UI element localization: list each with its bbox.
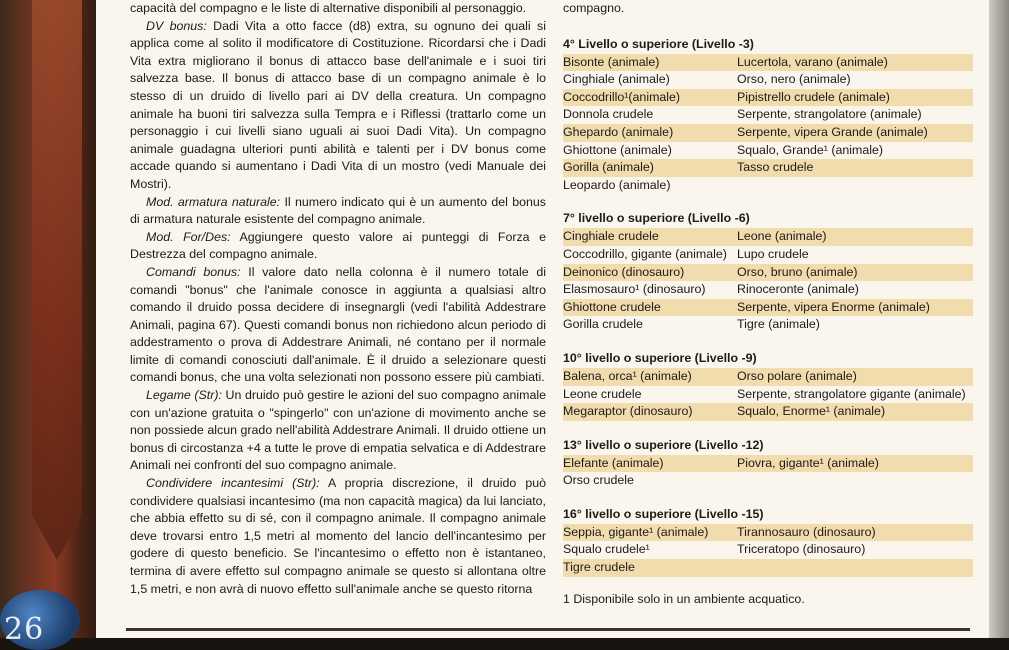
table-row [563, 281, 973, 299]
table-cell: Squalo, Enorme¹ (animale) [737, 404, 886, 419]
table-cell: Leone (animale) [737, 229, 827, 244]
table-row [563, 106, 973, 124]
table-row [563, 71, 973, 89]
table-cell: Deinonico (dinosauro) [563, 264, 685, 279]
body-paragraph [130, 475, 546, 598]
table-cell: Orso polare (animale) [737, 368, 857, 383]
table-cell [737, 472, 973, 490]
table-cell: Tirannosauro (dinosauro) [737, 524, 876, 539]
table-row [563, 559, 973, 577]
table-cell: Seppia, gigante¹ (animale) [563, 524, 709, 539]
table-cell: Balena, orca¹ (animale) [563, 368, 692, 383]
table-cell: Leopardo (animale) [563, 177, 671, 192]
level-heading: 13° livello o superiore (Livello -12) [563, 437, 764, 452]
table-cell: Leone crudele [563, 386, 642, 401]
level-heading: 16° livello o superiore (Livello -15) [563, 506, 764, 521]
table-cell: Piovra, gigante¹ (animale) [737, 455, 879, 470]
table-row [563, 299, 973, 317]
paragraph-text: Il valore dato nella colonna è il numero totale di comandi "bonus" che l'animale conosce in aggiunta a qualsiasi altro comando il druido possa decidere di insegnargli (vedi l'abilità Addestrare Animali, pagina 67). Questi comandi bonus non richiedono alcun periodo di addestramento o prova di Addestrare Animali, né contano per il normale limite di comandi conosciuti dall'animale. È il druido a selezionare questi comandi bonus, che una volta selezionati non possono essere più cambiati. [130, 264, 547, 385]
table-cell: Gorilla (animale) [563, 160, 654, 175]
spine-banner-illustration [32, 0, 82, 560]
table-cell: Ghiottone crudele [563, 299, 661, 314]
table-row [563, 524, 973, 542]
paragraph-text: capacità del compagno e le liste di alternative disponibili al personaggio. [130, 1, 527, 15]
table-cell: Bisonte (animale) [563, 54, 660, 69]
table-cell: Elasmosauro¹ (dinosauro) [563, 282, 706, 297]
table-row [563, 264, 973, 282]
table-cell: Lucertola, varano (animale) [737, 54, 888, 69]
table-row [563, 159, 973, 177]
table-row [563, 316, 973, 334]
table-cell: Serpente, strangolatore (animale) [737, 107, 922, 122]
table-row [563, 541, 973, 559]
table-row [563, 472, 973, 490]
table-row [563, 54, 973, 72]
table-cell: Megaraptor (dinosauro) [563, 404, 693, 419]
table-cell: Serpente, strangolatore gigante (animale) [737, 386, 966, 401]
table-row [563, 89, 973, 107]
table-cell: Orso crudele [563, 473, 634, 488]
level-heading: 4° Livello o superiore (Livello -3) [563, 36, 754, 51]
level-heading: 10° livello o superiore (Livello -9) [563, 350, 757, 365]
table-cell: Pipistrello crudele (animale) [737, 89, 890, 104]
body-paragraph [130, 387, 546, 475]
companion-lists [563, 36, 973, 577]
table-cell: Rinoceronte (animale) [737, 282, 859, 297]
table-cell: Tigre crudele [563, 560, 635, 575]
table-row [563, 386, 973, 404]
table-row [563, 228, 973, 246]
table-cell: Cinghiale crudele [563, 229, 659, 244]
table-cell: Cinghiale (animale) [563, 72, 670, 87]
table-row [563, 455, 973, 473]
table-cell [737, 559, 973, 577]
table-cell [737, 177, 973, 195]
table-cell: Donnola crudele [563, 107, 654, 122]
body-paragraph [130, 264, 546, 387]
table-cell: Gorilla crudele [563, 317, 643, 332]
table-cell: Orso, nero (animale) [737, 72, 851, 87]
table-row [563, 124, 973, 142]
paragraph-lead: Mod. armatura naturale: [146, 194, 281, 209]
table-cell: Tigre (animale) [737, 317, 820, 332]
table-row [563, 142, 973, 160]
paragraph-lead: Mod. For/Des: [146, 229, 231, 244]
body-paragraph [130, 229, 546, 264]
paragraph-lead: Condividere incantesimi (Str): [146, 476, 320, 491]
paragraph-text: Aggiungere questo valore ai punteggi di Forza e Destrezza del compagno animale. [130, 229, 546, 262]
left-column [130, 0, 546, 598]
paragraph-lead: Legame (Str): [146, 388, 222, 403]
table-cell: Coccodrillo, gigante (animale) [563, 246, 727, 261]
paragraph-lead: DV bonus: [146, 18, 207, 33]
table-cell: Squalo, Grande¹ (animale) [737, 142, 884, 157]
table-cell: Orso, bruno (animale) [737, 264, 858, 279]
table-row [563, 246, 973, 264]
right-column [563, 0, 973, 608]
table-cell: Tasso crudele [737, 160, 814, 175]
body-paragraph [130, 18, 546, 194]
table-row [563, 403, 973, 421]
level-heading: 7° livello o superiore (Livello -6) [563, 211, 750, 226]
paragraph-lead: Comandi bonus: [146, 264, 241, 279]
paragraph-text: Dadi Vita a otto facce (d8) extra, su ognuno dei quali si applica come al solito il modificatore di Costituzione. Ricordarsi che i Dadi Vita extra migliorano il bonus di attacco base dell'animale e i suoi tiri salvezza base. Il bonus di attacco base di un compagno animale è lo stesso di un druido di livello pari ai DV della creatura. Un compagno animale ha buoni tiri salvezza sulla Tempra e i Riflessi (trattarlo come un personaggio i cui livelli siano uguali ai suoi Dadi Vita). Un compagno animale guadagna ulteriori punti abilità e talenti per i DV bonus come accade quando si aumentano i Dadi Vita di un mostro (vedi Manuale dei Mostri). [130, 18, 546, 191]
page-number: 26 [4, 612, 45, 647]
table-row [563, 368, 973, 386]
table-cell: Ghepardo (animale) [563, 124, 674, 139]
table-cell: Lupo crudele [737, 246, 809, 261]
table-cell: Triceratopo (dinosauro) [737, 542, 866, 557]
table-cell: Serpente, vipera Grande (animale) [737, 124, 928, 139]
table-cell: Serpente, vipera Enorme (animale) [737, 299, 930, 314]
table-row [563, 177, 973, 195]
body-paragraph [130, 194, 546, 229]
continuation-text: compagno. [563, 1, 625, 15]
bottom-rule [126, 628, 970, 631]
table-cell: Ghiottone (animale) [563, 142, 672, 157]
paragraph-text: A propria discrezione, il druido può condividere qualsiasi incantesimo (ma non capacità magica) da lui lanciato, che abbia effetto su di sé, con il compagno animale. Il compagno animale deve trovarsi entro 1,5 metri al momento del lancio dell'incantesimo per godere di questo beneficio. Se l'incantesimo o effetto non è istantaneo, termina di avere effetto sul compagno animale se questo si allontana oltre 1,5 metri, e non avrà di nuovo effetto sull'animale anche se questo ritorna [130, 476, 546, 596]
book-spine-decoration [0, 0, 100, 647]
table-cell: Coccodrillo¹(animale) [563, 89, 681, 104]
body-paragraph [130, 0, 546, 18]
paragraph-text: Un druido può gestire le azioni del suo compagno animale con un'azione gratuita o "spingerlo" con un'azione di movimento anche se non possiede alcun grado nell'abilità Addestrare Animali. Il druido ottiene un bonus di circostanza +4 a tutte le prove di empatia selvatica e di Addestrare Animali nei confronti del suo compagno animale. [130, 388, 546, 473]
table-cell: Squalo crudele¹ [563, 542, 650, 557]
paragraph-text: Il numero indicato qui è un aumento del bonus di armatura naturale esistente del compagno animale. [130, 194, 546, 227]
table-cell: Elefante (animale) [563, 455, 664, 470]
page-edge [989, 0, 1009, 638]
footnote: 1 Disponibile solo in un ambiente acquatico. [563, 591, 805, 606]
